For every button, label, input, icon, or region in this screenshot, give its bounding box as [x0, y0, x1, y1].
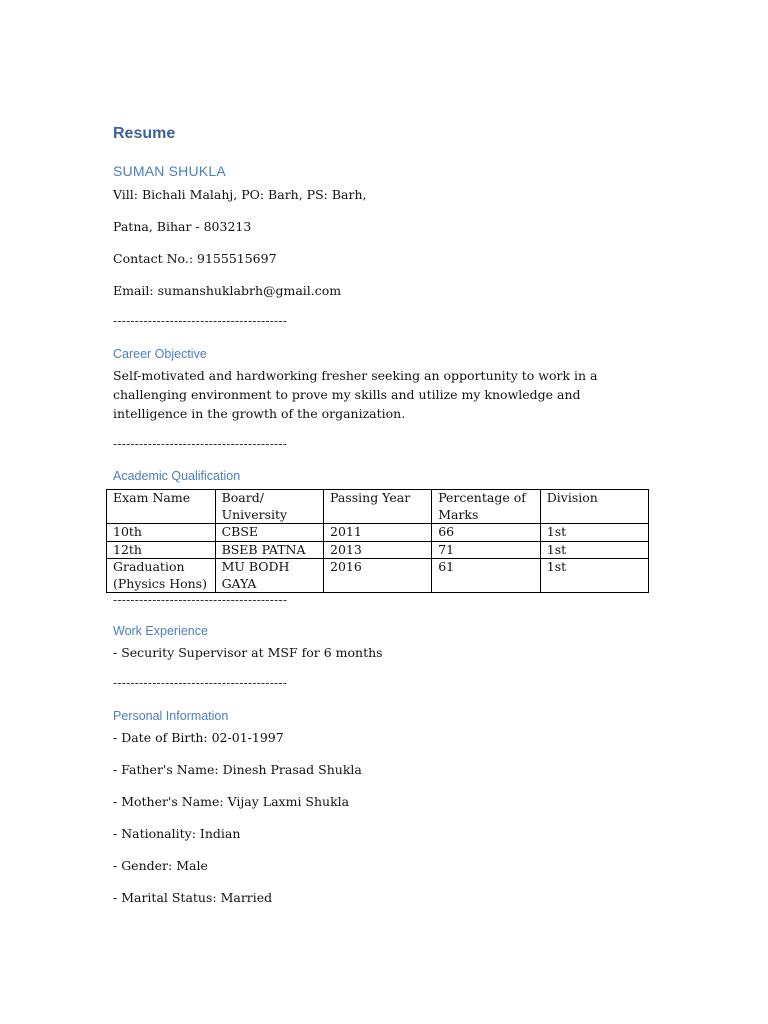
date-of-birth: - Date of Birth: 02-01-1997: [113, 730, 284, 745]
document-title: Resume: [113, 125, 176, 142]
table-row: [107, 524, 649, 542]
marital-status: - Marital Status: Married: [113, 890, 273, 905]
address-line-1: Vill: Bichali Malahj, PO: Barh, PS: Barh,: [113, 187, 367, 202]
mothers-name: - Mother's Name: Vijay Laxmi Shukla: [113, 794, 350, 809]
table-cell: 1st: [540, 524, 648, 542]
candidate-name: SUMAN SHUKLA: [113, 163, 226, 179]
table-cell: 2013: [324, 541, 432, 559]
separator-line: ----------------------------------------: [113, 676, 288, 690]
table-cell: CBSE: [215, 524, 323, 542]
table-cell: Graduation (Physics Hons): [107, 559, 216, 593]
table-cell: BSEB PATNA: [215, 541, 323, 559]
table-cell: 2016: [324, 559, 432, 593]
nationality: - Nationality: Indian: [113, 826, 241, 841]
table-cell: 2011: [324, 524, 432, 542]
personal-information-heading: Personal Information: [113, 709, 229, 723]
table-cell: 1st: [540, 559, 648, 593]
table-cell: 71: [432, 541, 541, 559]
address-line-2: Patna, Bihar - 803213: [113, 219, 252, 234]
career-objective-heading: Career Objective: [113, 347, 207, 361]
table-header-cell: Passing Year: [324, 490, 432, 524]
career-objective-text: Self-motivated and hardworking fresher seeking an opportunity to work in a challenging environment to prove my skills and utilize my knowledge and intelligence in the growth of the organization.: [113, 368, 598, 421]
table-cell: MU BODH GAYA: [215, 559, 323, 593]
table-header-row: [107, 490, 649, 524]
table-row: [107, 559, 649, 593]
table-header-cell: Exam Name: [107, 490, 216, 524]
fathers-name: - Father's Name: Dinesh Prasad Shukla: [113, 762, 362, 777]
table-cell: 10th: [107, 524, 216, 542]
table-header-cell: Percentage of Marks: [432, 490, 541, 524]
separator-line: ----------------------------------------: [113, 437, 288, 451]
table-header-cell: Division: [540, 490, 648, 524]
table-cell: 1st: [540, 541, 648, 559]
email-address: Email: sumanshuklabrh@gmail.com: [113, 283, 342, 298]
table-cell: 12th: [107, 541, 216, 559]
gender: - Gender: Male: [113, 858, 208, 873]
contact-number: Contact No.: 9155515697: [113, 251, 277, 266]
table-cell: 66: [432, 524, 541, 542]
work-experience-item: - Security Supervisor at MSF for 6 months: [113, 645, 383, 660]
work-experience-heading: Work Experience: [113, 624, 208, 638]
table-header-cell: Board/ University: [215, 490, 323, 524]
separator-line: ----------------------------------------: [113, 593, 288, 607]
academic-qualification-table: [106, 489, 649, 593]
separator-line: ----------------------------------------: [113, 314, 288, 328]
academic-qualification-heading: Academic Qualification: [113, 469, 241, 483]
table-cell: 61: [432, 559, 541, 593]
table-row: [107, 541, 649, 559]
